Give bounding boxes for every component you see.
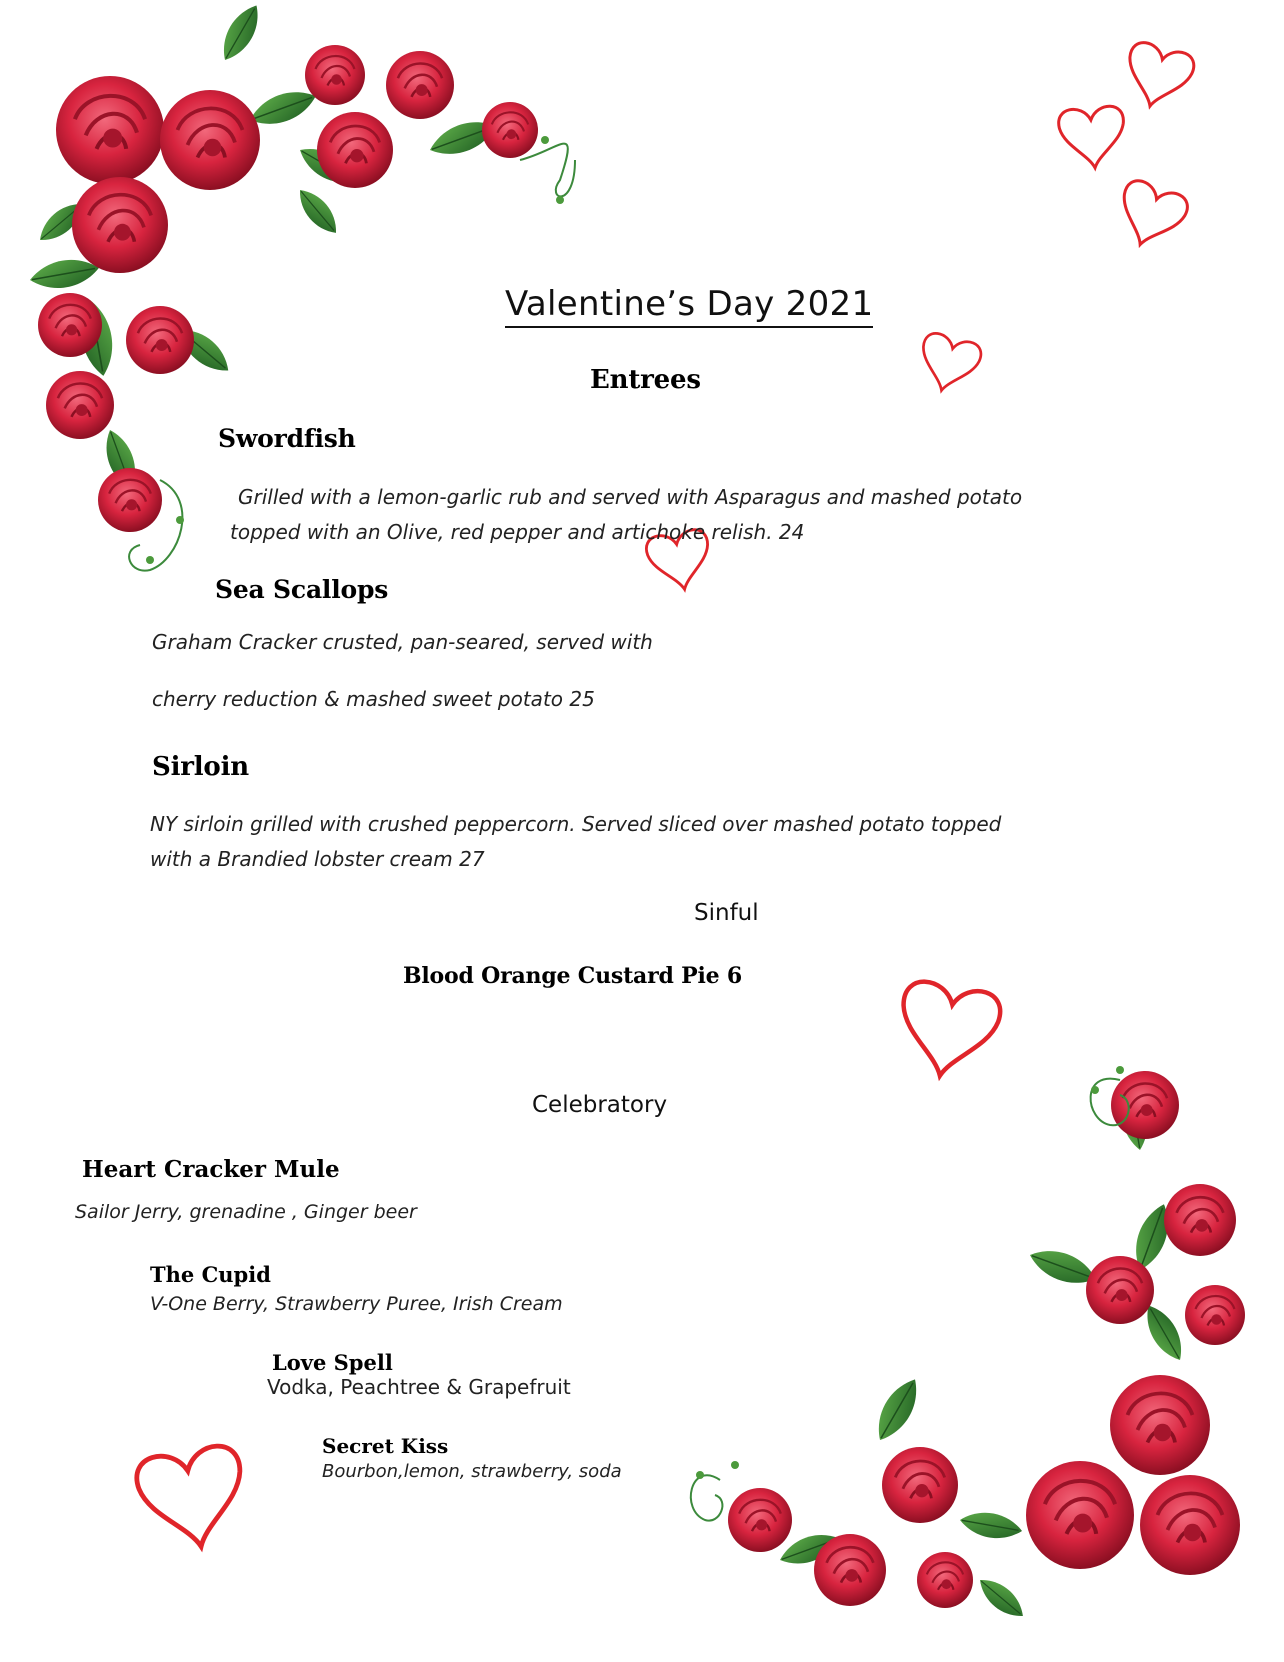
dessert-item: Blood Orange Custard Pie 6 <box>403 963 742 989</box>
drink-description: Vodka, Peachtree & Grapefruit <box>267 1375 571 1399</box>
menu-title: Valentine’s Day 2021 <box>505 284 873 328</box>
entree-name: Swordfish <box>218 424 356 453</box>
heart-icon <box>1058 105 1128 171</box>
drink-name: Secret Kiss <box>322 1434 449 1458</box>
drink-name: Heart Cracker Mule <box>82 1156 340 1183</box>
heart-icon <box>1110 177 1191 256</box>
entree-description: NY sirloin grilled with crushed peppercorn. Served sliced over mashed potato topped <box>150 812 1002 836</box>
drink-name: Love Spell <box>272 1350 393 1375</box>
celebratory-heading: Celebratory <box>532 1092 668 1118</box>
entrees-heading: Entrees <box>590 365 701 395</box>
sinful-heading: Sinful <box>694 900 759 926</box>
entree-description: with a Brandied lobster cream 27 <box>150 847 485 871</box>
entree-description: Grilled with a lemon-garlic rub and served with Asparagus and mashed potato <box>238 485 1023 509</box>
heart-icon <box>892 978 1003 1084</box>
entree-name: Sirloin <box>152 752 249 782</box>
entree-description: Graham Cracker crusted, pan-seared, served with <box>152 630 653 654</box>
entree-description: topped with an Olive, red pepper and artichoke relish. 24 <box>230 520 805 544</box>
drink-description: Bourbon,lemon, strawberry, soda <box>322 1461 622 1482</box>
heart-icon <box>913 331 983 398</box>
bottom-right-roses-illustration <box>691 1066 1245 1624</box>
heart-icon <box>133 1443 252 1556</box>
heart-icon <box>1119 40 1197 115</box>
entree-name: Sea Scallops <box>215 575 389 604</box>
drink-description: Sailor Jerry, grenadine , Ginger beer <box>75 1201 417 1223</box>
drink-name: The Cupid <box>150 1262 271 1287</box>
entree-description: cherry reduction & mashed sweet potato 25 <box>152 687 595 711</box>
drink-description: V-One Berry, Strawberry Puree, Irish Cream <box>150 1293 563 1315</box>
